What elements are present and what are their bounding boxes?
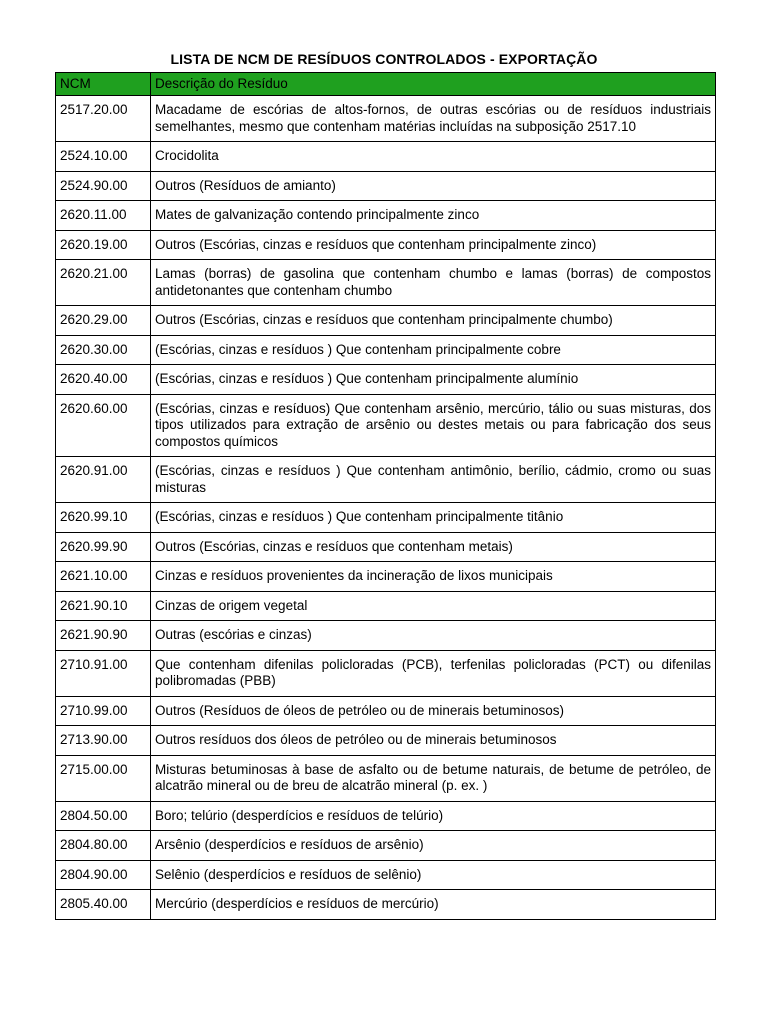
- table-row: [56, 230, 716, 260]
- description-cell: Cinzas de origem vegetal: [151, 591, 716, 621]
- description-cell: Outros resíduos dos óleos de petróleo ou de minerais betuminosos: [151, 726, 716, 756]
- table-row: [56, 96, 716, 142]
- ncm-code-cell: 2524.90.00: [56, 171, 151, 201]
- description-cell: (Escórias, cinzas e resíduos ) Que contenham antimônio, berílio, cádmio, cromo ou suas misturas: [151, 457, 716, 503]
- table-row: [56, 860, 716, 890]
- description-cell: Misturas betuminosas à base de asfalto ou de betume naturais, de betume de petróleo, de alcatrão mineral ou de breu de alcatrão mineral (p. ex. ): [151, 755, 716, 801]
- description-cell: Boro; telúrio (desperdícios e resíduos de telúrio): [151, 801, 716, 831]
- ncm-code-cell: 2621.10.00: [56, 562, 151, 592]
- table-row: [56, 696, 716, 726]
- document-title: LISTA DE NCM DE RESÍDUOS CONTROLADOS - EXPORTAÇÃO: [170, 51, 598, 67]
- description-cell: Arsênio (desperdícios e resíduos de arsênio): [151, 831, 716, 861]
- ncm-code-cell: 2620.99.90: [56, 532, 151, 562]
- ncm-code-cell: 2713.90.00: [56, 726, 151, 756]
- ncm-code-cell: 2620.40.00: [56, 365, 151, 395]
- ncm-code-cell: 2620.21.00: [56, 260, 151, 306]
- description-cell: Outros (Resíduos de amianto): [151, 171, 716, 201]
- description-cell: Macadame de escórias de altos-fornos, de outras escórias ou de resíduos industriais semelhantes, mesmo que contenham matérias incluídas na subposição 2517.10: [151, 96, 716, 142]
- table-row: [56, 890, 716, 920]
- ncm-code-cell: 2715.00.00: [56, 755, 151, 801]
- table-row: [56, 532, 716, 562]
- ncm-code-cell: 2620.29.00: [56, 306, 151, 336]
- table-row: [56, 365, 716, 395]
- ncm-code-cell: 2524.10.00: [56, 142, 151, 172]
- table-body: [56, 96, 716, 920]
- description-cell: (Escórias, cinzas e resíduos ) Que contenham principalmente cobre: [151, 335, 716, 365]
- table-header-row: [56, 73, 716, 96]
- table-row: [56, 621, 716, 651]
- ncm-code-cell: 2710.99.00: [56, 696, 151, 726]
- description-cell: Selênio (desperdícios e resíduos de selênio): [151, 860, 716, 890]
- ncm-code-cell: 2804.90.00: [56, 860, 151, 890]
- table-row: [56, 801, 716, 831]
- ncm-code-cell: 2805.40.00: [56, 890, 151, 920]
- table-row: [56, 142, 716, 172]
- description-cell: Cinzas e resíduos provenientes da incineração de lixos municipais: [151, 562, 716, 592]
- ncm-code-cell: 2620.11.00: [56, 201, 151, 231]
- ncm-code-cell: 2621.90.90: [56, 621, 151, 651]
- ncm-code-cell: 2620.30.00: [56, 335, 151, 365]
- description-cell: (Escórias, cinzas e resíduos ) Que contenham principalmente alumínio: [151, 365, 716, 395]
- ncm-code-cell: 2620.99.10: [56, 503, 151, 533]
- table-row: [56, 503, 716, 533]
- ncm-code-cell: 2710.91.00: [56, 650, 151, 696]
- description-cell: Outras (escórias e cinzas): [151, 621, 716, 651]
- ncm-code-cell: 2621.90.10: [56, 591, 151, 621]
- table-row: [56, 260, 716, 306]
- table-row: [56, 171, 716, 201]
- ncm-code-cell: 2620.19.00: [56, 230, 151, 260]
- description-cell: Outros (Escórias, cinzas e resíduos que contenham metais): [151, 532, 716, 562]
- description-cell: Que contenham difenilas policloradas (PCB), terfenilas policloradas (PCT) ou difenilas polibromadas (PBB): [151, 650, 716, 696]
- table-row: [56, 755, 716, 801]
- description-cell: Crocidolita: [151, 142, 716, 172]
- description-cell: (Escórias, cinzas e resíduos) Que contenham arsênio, mercúrio, tálio ou suas misturas, dos tipos utilizados para extração de arsênio ou destes metais ou para fabricação dos seus compostos químicos: [151, 394, 716, 457]
- ncm-code-cell: 2620.91.00: [56, 457, 151, 503]
- table-row: [56, 650, 716, 696]
- table-row: [56, 726, 716, 756]
- table-row: [56, 394, 716, 457]
- ncm-code-cell: 2804.50.00: [56, 801, 151, 831]
- description-cell: Lamas (borras) de gasolina que contenham chumbo e lamas (borras) de compostos antidetonantes que contenham chumbo: [151, 260, 716, 306]
- description-cell: Outros (Escórias, cinzas e resíduos que contenham principalmente zinco): [151, 230, 716, 260]
- table-row: [56, 562, 716, 592]
- header-description: Descrição do Resíduo: [151, 73, 716, 96]
- table-row: [56, 831, 716, 861]
- ncm-table: [55, 72, 716, 920]
- ncm-code-cell: 2517.20.00: [56, 96, 151, 142]
- table-row: [56, 306, 716, 336]
- description-cell: Outros (Resíduos de óleos de petróleo ou de minerais betuminosos): [151, 696, 716, 726]
- table-row: [56, 457, 716, 503]
- table-row: [56, 591, 716, 621]
- ncm-code-cell: 2620.60.00: [56, 394, 151, 457]
- table-row: [56, 335, 716, 365]
- description-cell: (Escórias, cinzas e resíduos ) Que contenham principalmente titânio: [151, 503, 716, 533]
- description-cell: Mercúrio (desperdícios e resíduos de mercúrio): [151, 890, 716, 920]
- header-ncm: NCM: [56, 73, 151, 96]
- description-cell: Outros (Escórias, cinzas e resíduos que contenham principalmente chumbo): [151, 306, 716, 336]
- description-cell: Mates de galvanização contendo principalmente zinco: [151, 201, 716, 231]
- table-row: [56, 201, 716, 231]
- ncm-code-cell: 2804.80.00: [56, 831, 151, 861]
